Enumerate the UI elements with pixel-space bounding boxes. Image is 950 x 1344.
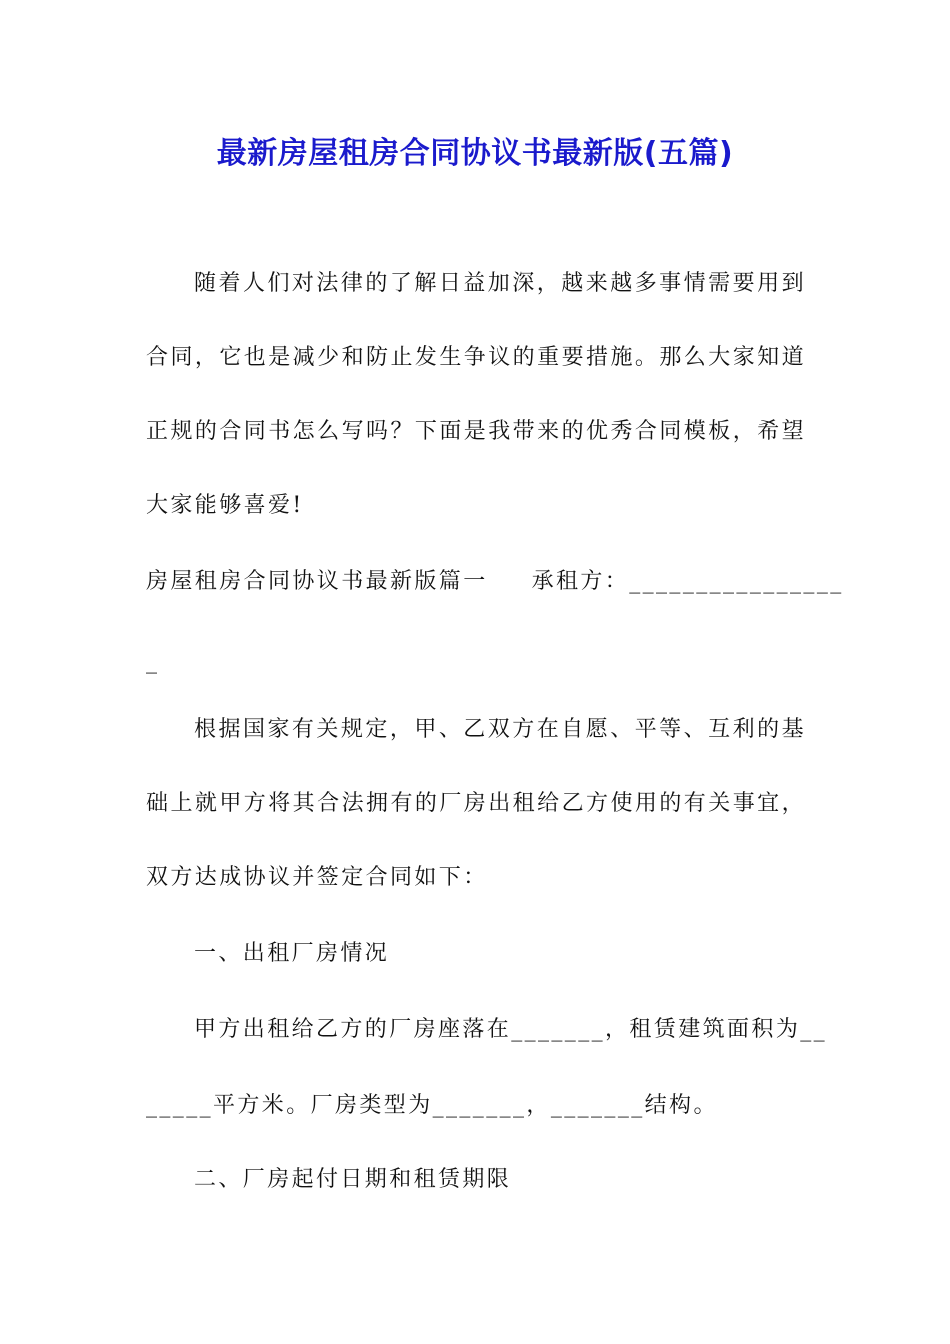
struct-suffix: 结构。 xyxy=(644,1093,718,1118)
area-blank-a: __ xyxy=(800,1017,828,1042)
location-blank: _______ xyxy=(511,1017,606,1042)
section-heading: 房屋租房合同协议书最新版篇一 xyxy=(146,569,488,594)
area-unit-text: 平方米。厂房类型为 xyxy=(213,1093,433,1118)
intro-line-4: 大家能够喜爱! xyxy=(146,493,304,518)
location-line xyxy=(194,1012,828,1048)
comma: ， xyxy=(526,1093,551,1118)
area-line xyxy=(146,1088,806,1124)
lessee-blank-continued: _ xyxy=(146,649,160,674)
area-blank-b: _____ xyxy=(146,1093,213,1118)
area-text: ，租赁建筑面积为 xyxy=(605,1017,801,1042)
body-line-3: 双方达成协议并签定合同如下： xyxy=(146,865,488,890)
intro-line-3: 正规的合同书怎么写吗？下面是我带来的优秀合同模板，希望 xyxy=(146,419,806,444)
struct-blank: _______ xyxy=(550,1093,645,1118)
lessee-label: 承租方： xyxy=(531,569,630,594)
intro-line-2: 合同，它也是减少和防止发生争议的重要措施。那么大家知道 xyxy=(146,345,806,370)
section-heading-line xyxy=(146,564,844,600)
type-blank: _______ xyxy=(432,1093,527,1118)
lessee-blank: ________________ xyxy=(629,569,844,594)
body-line-1: 根据国家有关规定，甲、乙双方在自愿、平等、互利的基 xyxy=(194,717,806,742)
body-line-2: 础上就甲方将其合法拥有的厂房出租给乙方使用的有关事宜， xyxy=(146,791,806,816)
intro-line-1: 随着人们对法律的了解日益加深，越来越多事情需要用到 xyxy=(194,271,806,296)
location-prefix: 甲方出租给乙方的厂房座落在 xyxy=(194,1017,512,1042)
clause-heading-1: 一、出租厂房情况 xyxy=(194,941,390,966)
document-title: 最新房屋租房合同协议书最新版(五篇) xyxy=(216,136,734,171)
clause-heading-2: 二、厂房起付日期和租赁期限 xyxy=(194,1167,512,1192)
